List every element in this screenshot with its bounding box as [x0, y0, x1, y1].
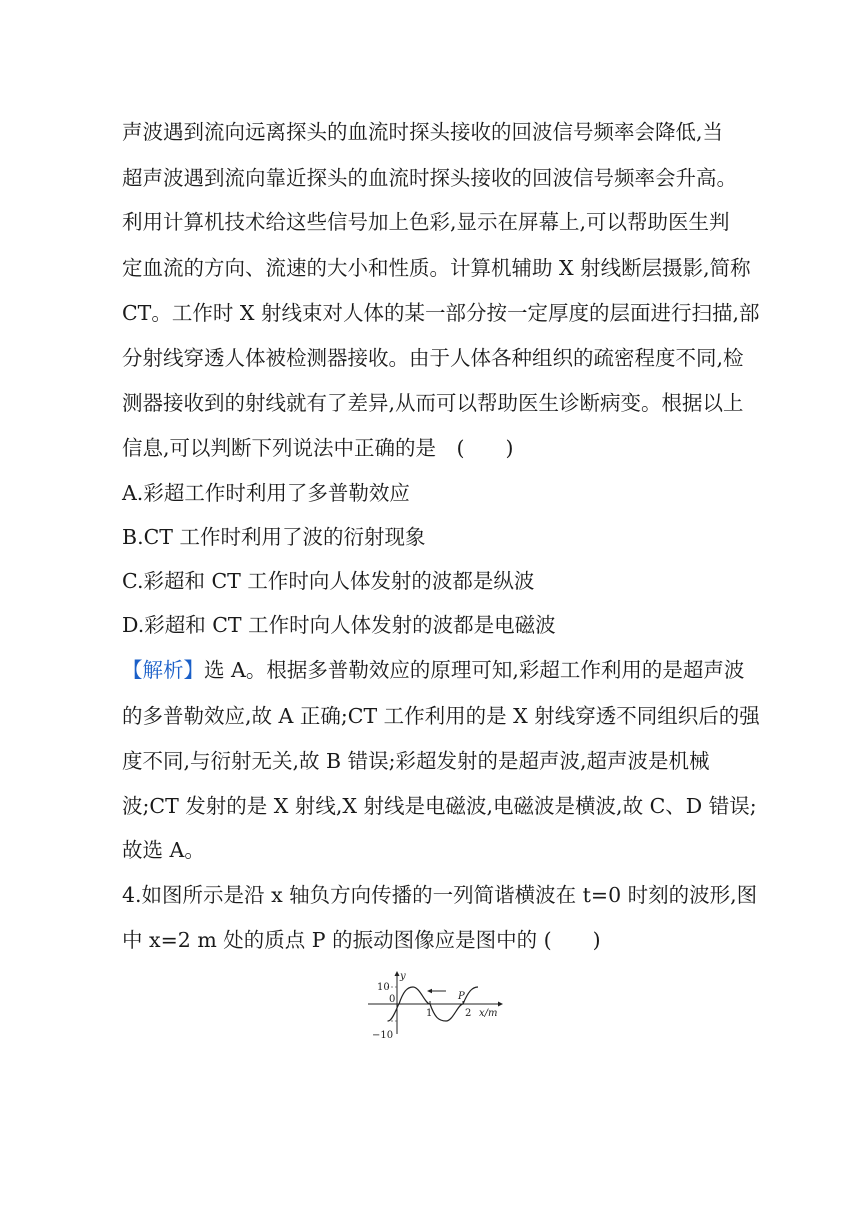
analysis-line: 度不同,与衍射无关,故 B 错误;彩超发射的是超声波,超声波是机械 — [122, 749, 710, 773]
analysis-tag: 【解析】 — [122, 658, 204, 682]
paragraph-line: 定血流的方向、流速的大小和性质。计算机辅助 X 射线断层摄影,简称 — [122, 256, 751, 280]
analysis-line: 的多普勒效应,故 A 正确;CT 工作利用的是 X 射线穿透不同组织后的强 — [122, 704, 760, 728]
y-tick-label-negative: −10 — [372, 1030, 394, 1040]
x-tick-label-1: 1 — [426, 1008, 433, 1019]
paragraph-line: CT。工作时 X 射线束对人体的某一部分按一定厚度的层面进行扫描,部 — [122, 301, 760, 325]
analysis-line: 波;CT 发射的是 X 射线,X 射线是电磁波,电磁波是横波,故 C、D 错误; — [122, 794, 757, 818]
y-axis-label: y — [400, 971, 406, 982]
y-axis-arrowhead — [395, 971, 400, 976]
paragraph-line: 超声波遇到流向靠近探头的血流时探头接收的回波信号频率会升高。 — [122, 166, 737, 190]
wave-graph — [360, 968, 510, 1040]
paragraph-line: 测器接收到的射线就有了差异,从而可以帮助医生诊断病变。根据以上 — [122, 391, 744, 415]
question-4-line: 4.如图所示是沿 x 轴负方向传播的一列简谐横波在 t=0 时刻的波形,图 — [122, 883, 758, 907]
paragraph-line: 信息,可以判断下列说法中正确的是 ( ) — [122, 436, 514, 460]
x-tick-label-2: 2 — [465, 1008, 472, 1019]
option-b: B.CT 工作时利用了波的衍射现象 — [122, 525, 426, 549]
point-p-label: P — [458, 991, 465, 1002]
analysis-line: 故选 A。 — [122, 838, 205, 862]
x-axis-arrowhead — [498, 1002, 503, 1007]
y-tick-label-positive: 10 — [377, 982, 390, 993]
option-c: C.彩超和 CT 工作时向人体发射的波都是纵波 — [122, 569, 535, 593]
analysis-text: 选 A。根据多普勒效应的原理可知,彩超工作利用的是超声波 — [204, 658, 745, 682]
direction-arrow-head — [427, 989, 432, 993]
origin-label: 0 — [389, 994, 396, 1005]
paragraph-line: 利用计算机技术给这些信号加上色彩,显示在屏幕上,可以帮助医生判 — [122, 210, 730, 234]
option-d: D.彩超和 CT 工作时向人体发射的波都是电磁波 — [122, 613, 556, 637]
option-a: A.彩超工作时利用了多普勒效应 — [122, 481, 410, 505]
paragraph-line: 分射线穿透人体被检测器接收。由于人体各种组织的疏密程度不同,检 — [122, 346, 744, 370]
question-4-line: 中 x=2 m 处的质点 P 的振动图像应是图中的 ( ) — [122, 928, 601, 952]
paragraph-line: 声波遇到流向远离探头的血流时探头接收的回波信号频率会降低,当 — [122, 120, 724, 144]
x-axis-label: x/m — [479, 1008, 498, 1019]
wave-figure — [360, 968, 510, 1040]
analysis-first-line — [122, 655, 744, 685]
